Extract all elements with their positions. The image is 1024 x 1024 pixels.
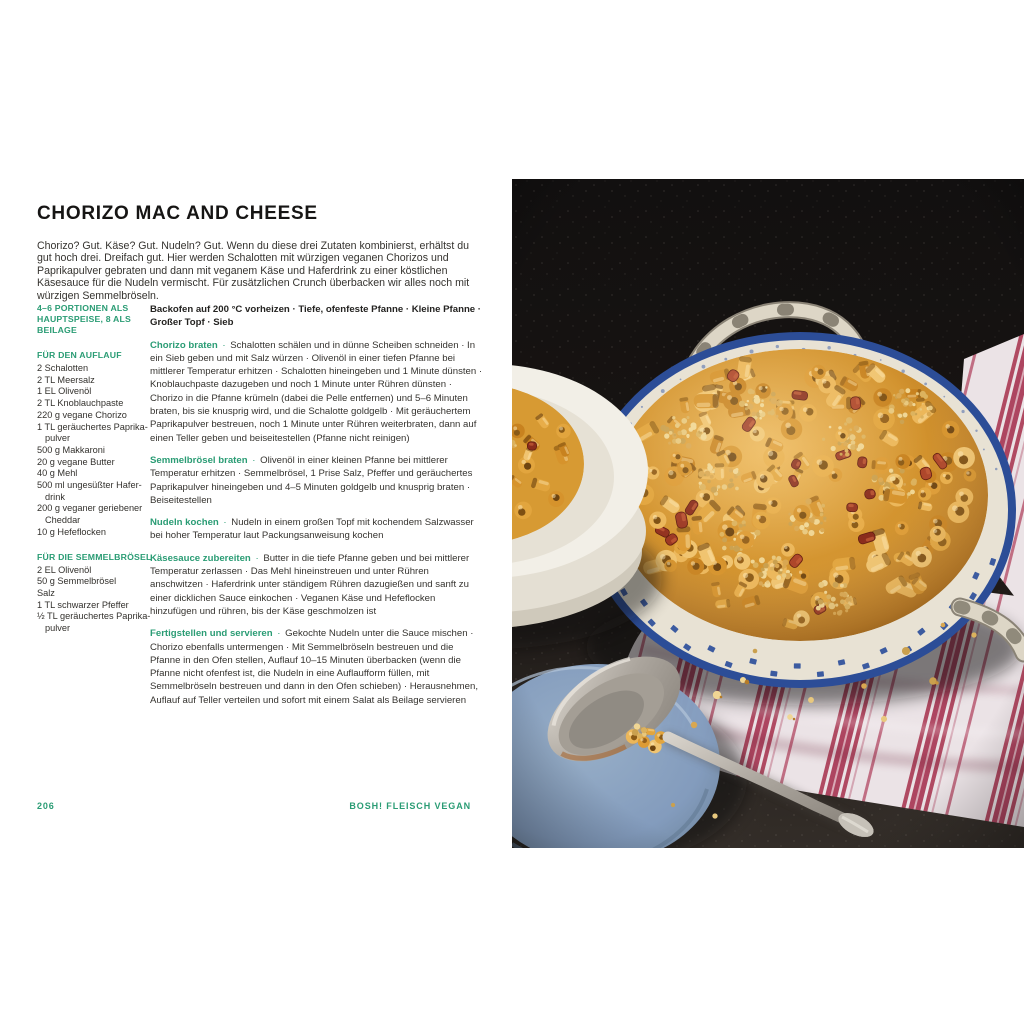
ingredient-item: 10 g Hefeflocken (37, 526, 106, 537)
photo-vignette (512, 179, 1024, 848)
step-name: Chorizo braten (150, 339, 218, 351)
method-step (150, 339, 483, 445)
method-step (150, 454, 483, 507)
step-separator: · (249, 454, 259, 466)
method-column (150, 303, 483, 716)
ingredient-item: 2 EL Olivenöl (37, 564, 92, 575)
ingredient-item: 500 g Makkaroni (37, 444, 105, 455)
equipment-line: Backofen auf 200 °C vorheizen · Tiefe, ofenfeste Pfanne · Kleine Pfanne · Großer Topf · Sieb (150, 304, 481, 329)
method-step (150, 516, 483, 543)
ingredient-item: 2 Schalotten (37, 363, 89, 373)
ingredient-list (37, 565, 155, 635)
step-text: Olivenöl in einer kleinen Pfanne bei mittlerer Temperatur erhitzen · Semmelbrösel, 1 Prise Salz, Pfeffer und geräuchertes Paprikapulver hineingeben und 4–5 Minuten goldgelb und knusprig braten · Beiseitestellen (150, 454, 473, 506)
page-footer (37, 801, 471, 811)
step-name: Käsesauce zubereiten (150, 552, 251, 564)
step-name: Nudeln kochen (150, 517, 219, 529)
ingredient-item: 1 EL Olivenöl (37, 386, 92, 397)
ingredient-item: 1 TL schwarzer Pfeffer (37, 599, 129, 610)
ingredient-item: 200 g veganer geriebener Cheddar (37, 503, 143, 526)
ingredient-item: 220 g vegane Chorizo (37, 409, 127, 420)
page-number: 206 (37, 801, 55, 811)
ingredient-sections (37, 350, 155, 635)
ingredient-item: 20 g vegane Butter (37, 456, 115, 467)
ingredient-section-heading: FÜR DIE SEMMELBRÖSEL (37, 551, 152, 562)
step-separator: · (220, 517, 230, 529)
method-steps (150, 339, 483, 707)
step-name: Semmelbrösel braten (150, 454, 248, 466)
ingredient-item: 40 g Mehl (37, 468, 78, 479)
ingredient-list (37, 363, 155, 539)
portions-note: 4–6 PORTIONEN ALS HAUPTSPEISE, 8 ALS BEILAGE (37, 303, 132, 335)
ingredient-item: 500 ml ungesüßter Hafer-drink (37, 480, 142, 502)
step-separator: · (274, 628, 284, 640)
method-step (150, 552, 483, 618)
dish-photo (512, 179, 1024, 848)
step-separator: · (252, 552, 262, 564)
method-step (150, 627, 483, 707)
ingredient-item: Salz (37, 587, 55, 598)
step-text: Butter in die tiefe Pfanne geben und bei mittlerer Temperatur zerlassen · Das Mehl hineinstreuen und unter Rühren anschwitzen · Haferdrink unter ständigem Rühren dazugießen und sanft zu einer dicklichen Sauce einkochen · Veganen Käse und Hefeflocken hinzufügen und rühren, bis der Käse geschmolzen ist (150, 552, 470, 617)
step-text: Schalotten schälen und in dünne Scheiben schneiden · In ein Sieb geben und mit Salz würzen · Olivenöl in einer tiefen Pfanne bei mittlerer Temperatur erhitzen · Schalotten hineingeben und 1 Minute dünsten · Knoblauchpaste dazugeben und noch 1 Minute unter Rühren dünsten · Chorizo in die Pfanne krümeln (dabei die Pelle entfernen) und 5–6 Minuten braten, bis sie knusprig wird, und die Schalotte goldgelb · Mit geräuchertem Paprikapulver bestreuen, noch 1 Minute unter Rühren weiterbraten, dann auf einen Teller geben und beiseitestellen (Pfanne nicht reinigen) (150, 339, 483, 444)
ingredients-sidebar (37, 303, 155, 648)
ingredient-item: 50 g Semmelbrösel (37, 576, 117, 587)
ingredient-item: 2 TL Knoblauchpaste (37, 398, 124, 409)
recipe-intro: Chorizo? Gut. Käse? Gut. Nudeln? Gut. Wenn du diese drei Zutaten kombinierst, erhältst du gut hoch drei. Dreifach gut. Hier werden Schalotten mit würzigen veganen Chorizos und Paprikapulver gebraten und dann mit veganem Käse und Haferdrink zu einer köstlichen Käsesauce für die Nudeln vermischt. Für zusätzlichen Crunch überbacken wir alles noch mit würzigen Semmelbröseln. (37, 240, 470, 302)
step-name: Fertigstellen und servieren (150, 628, 273, 640)
step-text: Nudeln in einem großen Topf mit kochendem Salzwasser bei hoher Temperatur laut Packungsanweisung kochen (150, 517, 474, 542)
ingredient-section-heading: FÜR DEN AUFLAUF (37, 350, 122, 360)
book-title: BOSH! FLEISCH VEGAN (349, 801, 471, 811)
recipe-title: CHORIZO MAC AND CHEESE (37, 203, 318, 224)
step-text: Gekochte Nudeln unter die Sauce mischen · Chorizo ebenfalls untermengen · Mit Semmelbröseln bestreuen und die Pfanne in den Ofen stellen, Auflauf 10–15 Minuten überbacken (wenn die Pfanne nicht ofenfest ist, die Nudeln in eine Auflaufform füllen, mit Semmelbröseln bestreuen und dann in den Ofen schieben) · Herausnehmen, Auflauf auf Teller verteilen und sofort mit einem Salat als Beilage servieren (150, 628, 478, 706)
step-separator: · (219, 339, 229, 351)
ingredient-item: 2 TL Meersalz (37, 374, 95, 385)
ingredient-item: ½ TL geräuchertes Paprika-pulver (37, 611, 151, 634)
ingredient-item: 1 TL geräuchertes Paprika-pulver (37, 421, 148, 444)
